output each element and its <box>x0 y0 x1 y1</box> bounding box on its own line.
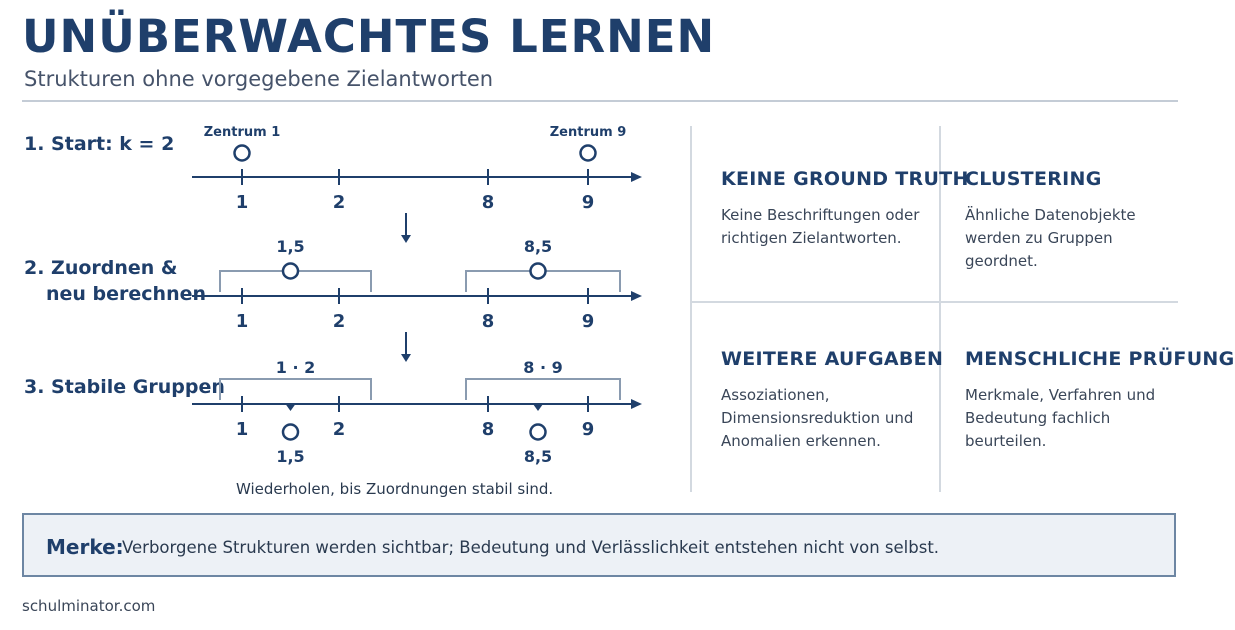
center-marker <box>531 264 546 279</box>
center-marker <box>531 425 546 440</box>
group-bracket <box>466 379 620 400</box>
axis-arrow-icon <box>631 291 642 301</box>
step-2-label-line-1: 2. Zuordnen & <box>24 257 178 279</box>
card-text: Merkmale, Verfahren und Bedeutung fachlich beurteilen. <box>965 386 1156 450</box>
step-3-label-line: 3. Stabile Gruppen <box>24 376 225 398</box>
center-label: Zentrum 1 <box>203 125 281 140</box>
card-clustering <box>965 168 1185 273</box>
tick-label: 8 <box>481 192 495 213</box>
kmeans-diagram <box>0 110 690 480</box>
center-marker <box>283 264 298 279</box>
center-pointer-icon <box>533 404 543 411</box>
card-title: MENSCHLICHE PRÜFUNG <box>965 348 1235 370</box>
tick-label: 1 <box>235 311 249 332</box>
page-subtitle: Strukturen ohne vorgegebene Zielantworten <box>24 67 494 91</box>
card-keine-ground-truth <box>721 168 969 250</box>
card-text: Keine Beschriftungen oder richtigen Zielantworten. <box>721 206 920 247</box>
axis-arrow-icon <box>631 399 642 409</box>
tick-label: 2 <box>332 192 346 213</box>
group-label: 8 · 9 <box>523 358 563 377</box>
diagram-caption: Wiederholen, bis Zuordnungen stabil sind. <box>236 480 554 498</box>
tick-label: 9 <box>581 419 595 440</box>
group-label: 1 · 2 <box>275 358 316 377</box>
tick-label: 9 <box>581 311 595 332</box>
down-arrow-head-icon <box>401 235 411 243</box>
card-title: CLUSTERING <box>965 168 1102 190</box>
card-title: KEINE GROUND TRUTH <box>721 168 969 190</box>
card-title: WEITERE AUFGABEN <box>721 348 944 370</box>
page-title: UNÜBERWACHTES LERNEN <box>22 10 716 63</box>
step-2-label-line-2: neu berechnen <box>46 283 207 305</box>
step-1-label-line: 1. Start: k = 2 <box>24 133 175 155</box>
center-marker <box>283 425 298 440</box>
tick-label: 9 <box>581 192 595 213</box>
footer-link[interactable]: schulminator.com <box>22 597 156 615</box>
center-label: Zentrum 9 <box>549 125 627 140</box>
center-marker <box>235 146 250 161</box>
axis-arrow-icon <box>631 172 642 182</box>
grid-divider-left <box>690 126 692 492</box>
tick-label: 1 <box>235 419 249 440</box>
tick-label: 8 <box>481 311 495 332</box>
center-label: 1,5 <box>276 237 305 256</box>
card-text: Ähnliche Datenobjekte werden zu Gruppen geordnet. <box>965 206 1136 270</box>
center-pointer-icon <box>286 404 296 411</box>
card-weitere-aufgaben <box>721 348 944 453</box>
merke-label: Merke: <box>46 535 124 559</box>
center-label: 8,5 <box>523 447 553 466</box>
center-label: 1,5 <box>276 447 305 466</box>
merke-box <box>22 513 1176 577</box>
tick-label: 8 <box>481 419 495 440</box>
center-marker <box>581 146 596 161</box>
tick-label: 2 <box>332 419 346 440</box>
tick-label: 1 <box>235 192 249 213</box>
center-label: 8,5 <box>523 237 553 256</box>
merke-text: Verborgene Strukturen werden sichtbar; Bedeutung und Verlässlichkeit entstehen nicht von selbst. <box>122 538 940 557</box>
header-divider <box>22 100 1178 102</box>
tick-label: 2 <box>332 311 346 332</box>
grid-divider-horizontal <box>692 301 1178 303</box>
card-menschliche-pruefung <box>965 348 1235 453</box>
card-text: Assoziationen, Dimensionsreduktion und Anomalien erkennen. <box>721 386 914 450</box>
down-arrow-head-icon <box>401 354 411 362</box>
